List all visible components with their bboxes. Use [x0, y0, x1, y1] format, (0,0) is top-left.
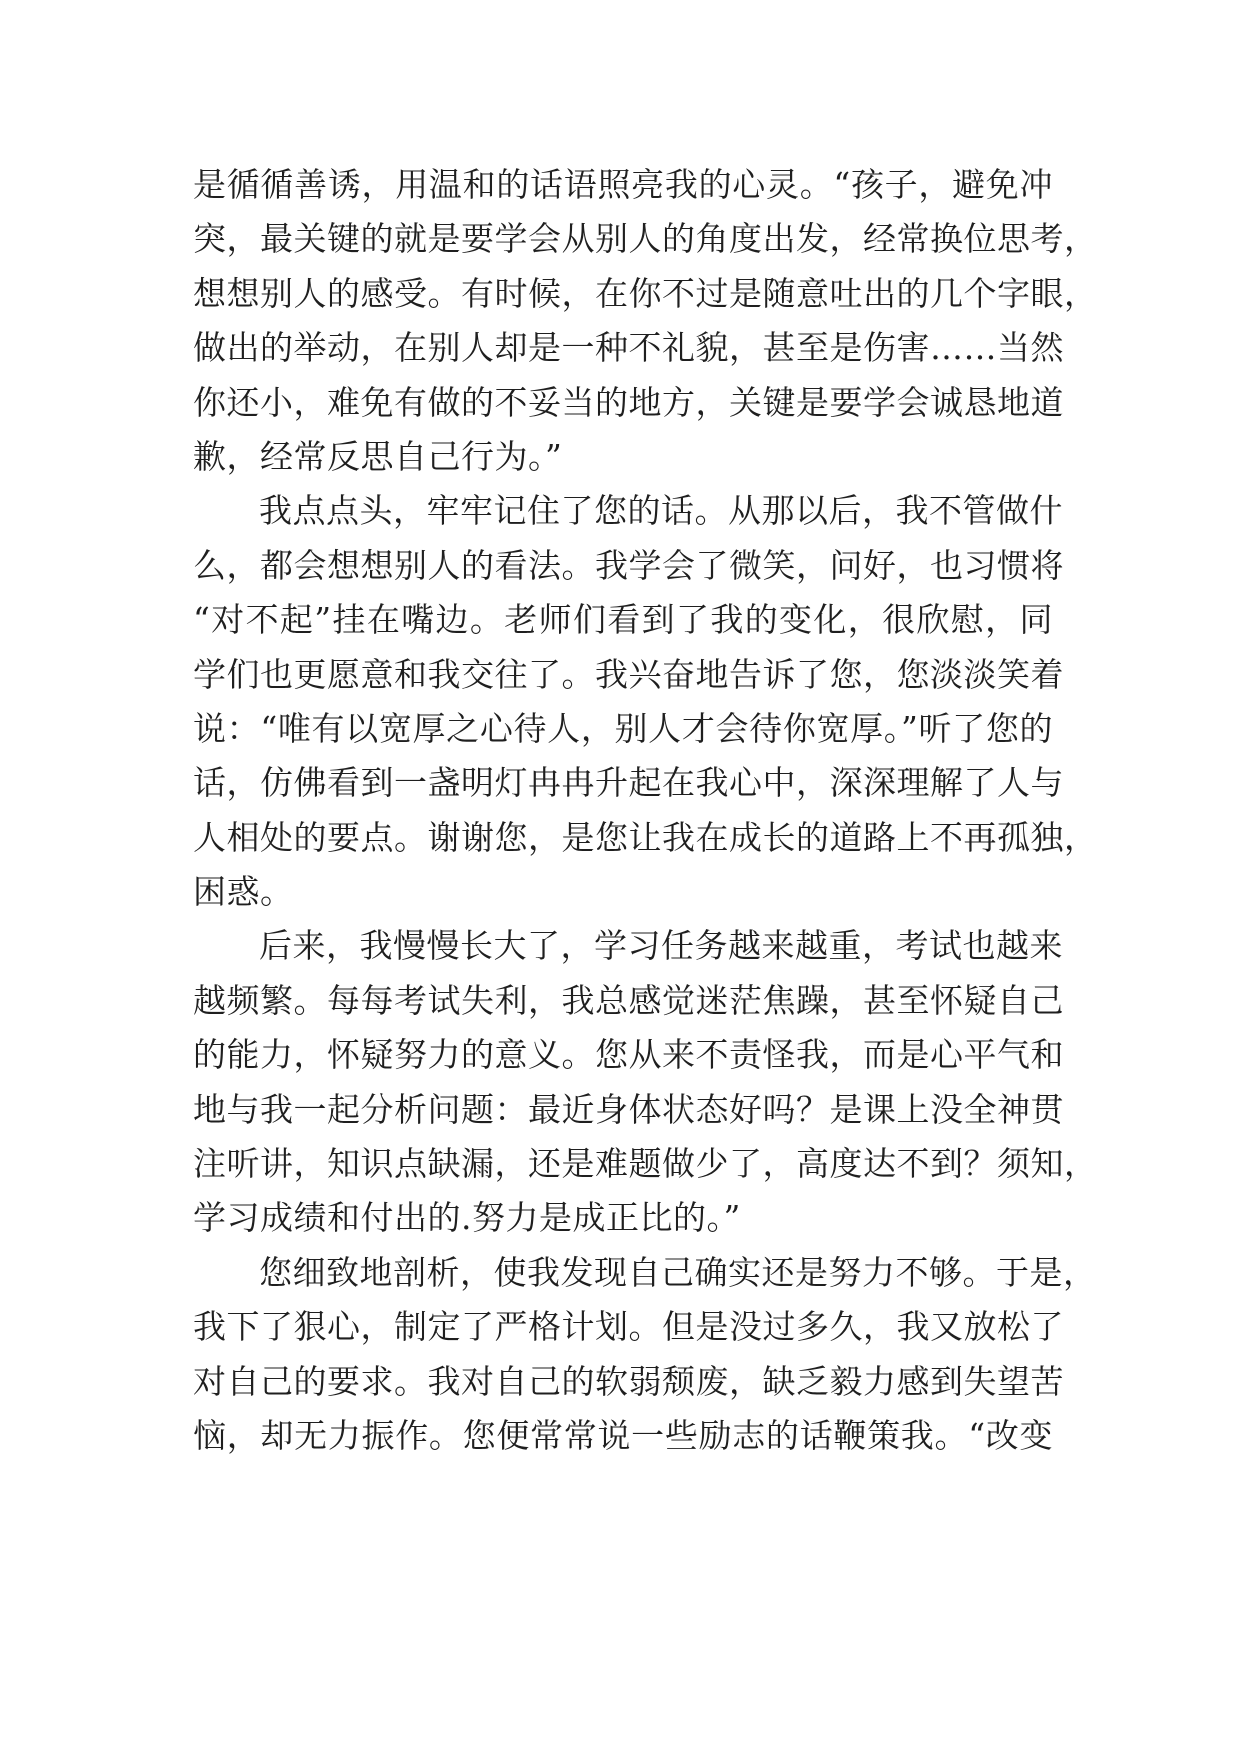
paragraph-1	[193, 158, 1098, 484]
text-line: 做出的举动，在别人却是一种不礼貌，甚至是伤害……当然	[193, 328, 1064, 368]
text-line: 是循循善诱，用温和的话语照亮我的心灵。“孩子，避免冲	[193, 165, 1053, 204]
text-line: 歉，经常反思自己行为。”	[193, 436, 563, 476]
text-line: 说：“唯有以宽厚之心待人，别人才会待你宽厚。”听了您的	[193, 708, 1053, 748]
paragraph-2	[193, 484, 1098, 919]
text-line: “对不起”挂在嘴边。老师们看到了我的变化，很欣慰，同	[193, 600, 1053, 640]
text-line: 你还小，难免有做的不妥当的地方，关键是要学会诚恳地道	[193, 382, 1064, 422]
paragraph-4	[193, 1246, 1097, 1464]
text-line: 人相处的要点。谢谢您，是您让我在成长的道路上不再孤独，	[193, 817, 1098, 857]
text-line: 对自己的要求。我对自己的软弱颓废，缺乏毅力感到失望苦	[193, 1361, 1064, 1401]
text-line: 的能力，怀疑努力的意义。您从来不责怪我，而是心平气和	[193, 1035, 1064, 1075]
text-line: 注听讲，知识点缺漏，还是难题做少了，高度达不到？须知，	[193, 1144, 1098, 1184]
text-line: 学习成绩和付出的.努力是成正比的。”	[193, 1198, 741, 1238]
text-line: 学们也更愿意和我交往了。我兴奋地告诉了您，您淡淡笑着	[193, 654, 1064, 694]
text-line: 地与我一起分析问题：最近身体状态好吗？是课上没全神贯	[193, 1089, 1064, 1129]
text-line: 话，仿佛看到一盏明灯冉冉升起在我心中，深深理解了人与	[193, 763, 1064, 803]
text-line: 困惑。	[193, 872, 294, 912]
text-line: 突，最关键的就是要学会从别人的角度出发，经常换位思考，	[193, 219, 1098, 259]
text-line: 您细致地剖析，使我发现自己确实还是努力不够。于是，	[259, 1252, 1097, 1292]
paragraph-3	[193, 919, 1098, 1245]
text-line: 后来，我慢慢长大了，学习任务越来越重，考试也越来	[259, 926, 1063, 966]
text-line: 我点点头，牢牢记住了您的话。从那以后，我不管做什	[259, 491, 1063, 531]
text-line: 越频繁。每每考试失利，我总感觉迷茫焦躁，甚至怀疑自己	[193, 980, 1064, 1020]
text-line: 恼，却无力振作。您便常常说一些励志的话鞭策我。“改变	[193, 1415, 1053, 1455]
text-line: 么，都会想想别人的看法。我学会了微笑，问好，也习惯将	[193, 545, 1064, 585]
text-line: 我下了狠心，制定了严格计划。但是没过多久，我又放松了	[193, 1307, 1064, 1347]
document-body	[193, 158, 1098, 1463]
text-line: 想想别人的感受。有时候，在你不过是随意吐出的几个字眼，	[193, 273, 1098, 313]
